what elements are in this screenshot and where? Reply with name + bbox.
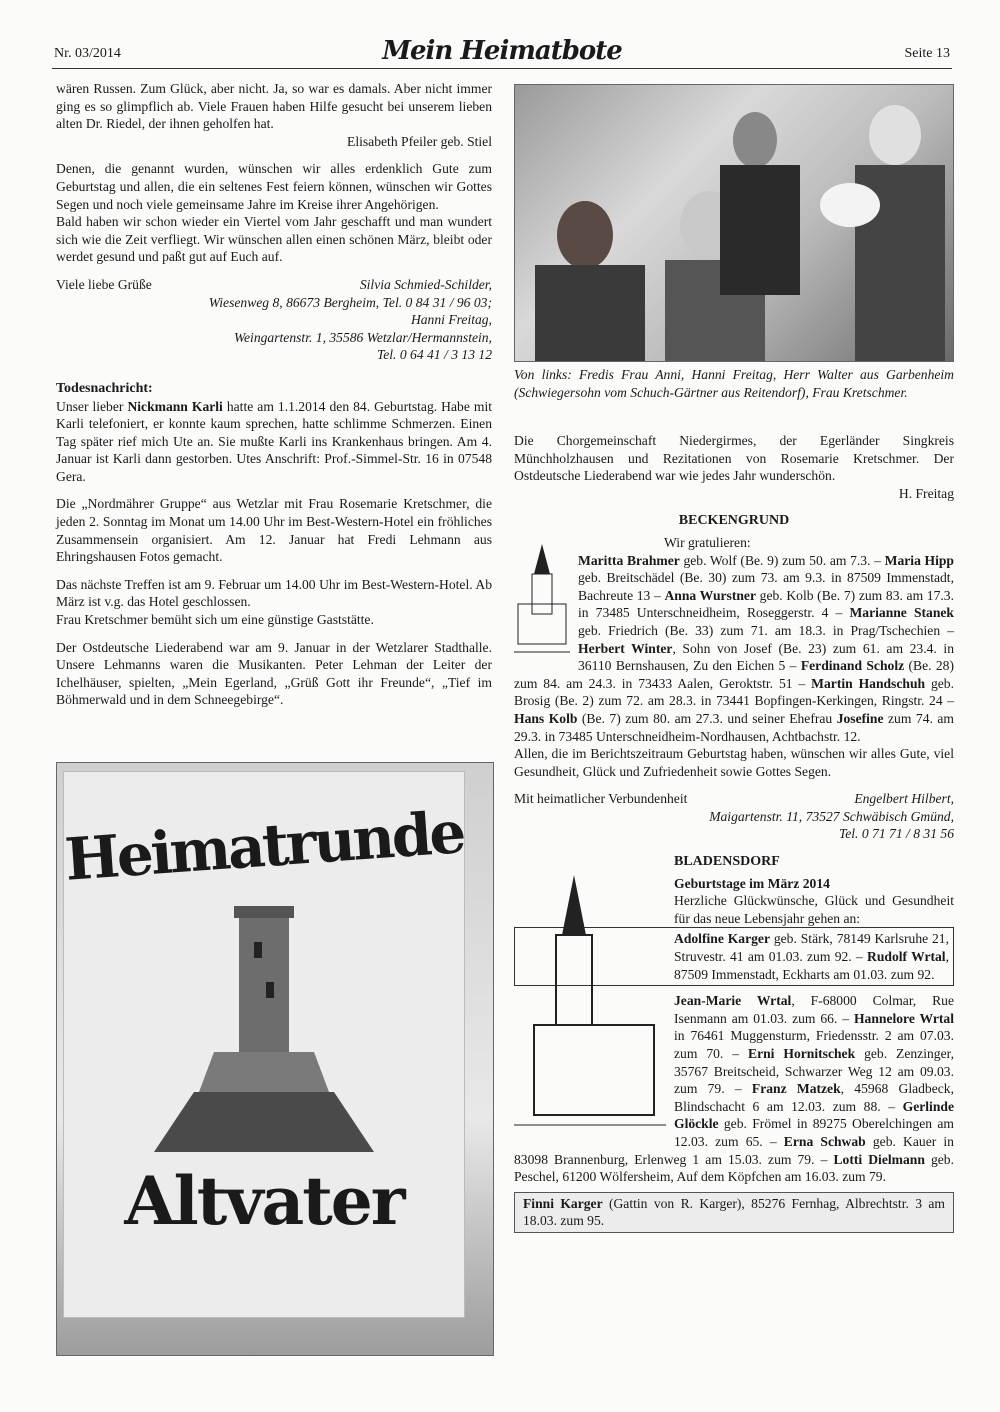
bladensdorf-subheading: Geburtstage im März 2014: [674, 875, 830, 891]
bladensdorf-list: Jean-Marie Wrtal, F-68000 Colmar, Rue Isenmann am 01.03. zum 66. – Hannelore Wrtal in 76461 Muggensturm, Friedensstr. 2 am 07.03. zum 70. – Erni Hornitschek geb. Zenzinger, 35767 Breitscheid, Schwarzer Weg 12 am 09.03. zum 79. – Franz Matzek, 45968 Gladbeck, Blindschacht 6 am 12.03. zum 88. – Gerlinde Glöckle geb. Frömel in 89275 Oberelchingen am 12.03. zum 65. – Erna Schwab geb. Kauer in 83098 Brannenburg, Erlenweg 1 am 15.03. zum 79. – Lotti Dielmann geb. Peschel, 61200 Wölfersheim, Auf dem Köpfchen am 16.03. zum 79.: [514, 993, 954, 1185]
letter-end: wären Russen. Zum Glück, aber nicht. Ja, so war es damals. Aber nicht immer ging es so glimpflich ab. Viele Frauen haben Hilfe gesucht bei unserem lieben alten Dr. Riedel, der ihnen geholfen hat. Elisabeth Pfeiler geb. Stiel: [56, 81, 492, 149]
photo-caption: Von links: Fredis Frau Anni, Hanni Freitag, Herr Walter aus Garbenheim (Schwiegersohn vom Schuch-Gärtner aus Reitendorf), Frau Kretschmer.: [514, 367, 954, 400]
signature-line: Viele liebe Grüße Silvia Schmied-Schilder,: [56, 276, 492, 292]
bladensdorf-heading: BLADENSDORF: [674, 854, 780, 870]
bladensdorf-church-icon: [514, 875, 666, 1135]
heimatrunde-photo: [56, 762, 494, 1356]
people-silhouettes: [515, 85, 953, 361]
liederabend-paragraph: Der Ostdeutsche Liederabend war am 9. Januar in der Wetzlarer Stadthalle. Unsere Lehmanns waren die Musikanten. Peter Lehman der Leiter der Ichelhäuser, spielten, „Mein Egerland, „Grüß Gott ihr Freunde“, „Tief im Böhmerwald und in dem Schneegebirge“.: [56, 639, 492, 708]
signature-tel-2: Tel. 0 64 41 / 3 13 12: [376, 347, 492, 363]
group-photo: [514, 84, 954, 362]
beckengrund-list: Maritta Brahmer geb. Wolf (Be. 9) zum 50. am 7.3. – Maria Hipp geb. Breitschädel (Be. 30) zum 73. am 9.3. in 87509 Immenstadt, Bachreute 13 – Anna Wurstner geb. Kolb (Be. 7) zum 83. am 17.3. in 73485 Unterschneidheim, Roseggerstr. 4 – Marianne Stanek geb. Friedrich (Be. 33) zum 71. am 18.3. in Prag/Tschechien – Herbert Winter, Sohn von Josef (Be. 23) zum 61. am 23.4. in 36110 Bernshausen, Zu den Eichen 5 – Ferdinand Scholz (Be. 28) zum 84. am 24.3. in 73433 Aalen, Geroktstr. 51 – Martin Handschuh geb. Brosig (Be. 2) zum 72. am 28.3. in 73441 Bopfingen-Kerkingen, Ringstr. 24 – Hans Kolb (Be. 7) zum 80. am 27.3. und seiner Ehefrau Josefine zum 74. am 29.3. in 73485 Unterschneidheim-Nordhausen, Achtbachstr. 12.: [514, 552, 954, 744]
right-column: [514, 432, 954, 1233]
group-paragraph: Die „Nordmährer Gruppe“ aus Wetzlar mit Frau Rosemarie Kretschmer, die jeden 2. Sonntag im Monat um 14.00 Uhr im Best-Western-Hotel ein fröhliches Zusammensein organisiert. Am 12. Januar hat Fredi Lehmann aus Ehringshausen Fotos gemacht.: [56, 496, 492, 565]
wishes-paragraph: Denen, die genannt wurden, wünschen wir alles erdenklich Gute zum Geburtstag und allen, die ein seltenes Fest feiern können, wünschen wir Gottes Segen und noch viele gemeinsame Jahre im Kreise ihrer Angehörigen. Bald haben wir schon wieder ein Viertel vom Jahr geschafft und man wundert sich wie die Zeit verfliegt. Wir wünschen allen einen schönen März, bleibt oder werdet gesund und paßt gut auf Euch auf.: [56, 161, 492, 265]
death-notice: Unser lieber Nickmann Karli hatte am 1.1.2014 den 84. Geburtstag. Habe mit Karli telefoniert, er konnte kaum sprechen, hatte schlimme Schmerzen. Einen Tag später rief mich Ute an. Sie mußte Karli ins Krankenhaus bringen. Am 4. Januar ist Karli dann gestorben. Utes Anschrift: Prof.-Simmel-Str. 16 in 07548 Gera.: [56, 398, 492, 484]
issue-number: Nr. 03/2014: [54, 46, 121, 61]
finni-box: Finni Karger (Gattin von R. Karger), 85276 Fernhag, Albrechtstr. 3 am 18.03. zum 95.: [514, 1192, 954, 1233]
church-drawing-icon: [514, 544, 570, 662]
poster: [63, 771, 465, 1318]
highlight-box: Adolfine Karger geb. Stärk, 78149 Karlsruhe 21, Struvestr. 41 am 01.03. zum 92. – Rudolf Wrtal, 87509 Immenstadt, Eckharts am 01.03. zum 92.: [514, 927, 954, 986]
poster-title: Heimatrunde: [62, 798, 466, 894]
tower-illustration: [154, 892, 374, 1152]
signature-address-1: Wiesenweg 8, 86673 Bergheim, Tel. 0 84 31 / 96 03;: [208, 294, 492, 310]
beckengrund-section: Wir gratulieren: Maritta Brahmer geb. Wolf (Be. 9) zum 50. am 7.3. – Maria Hipp geb. Breitschädel (Be. 30) zum 73. am 9.3. in 87509 Immenstadt, Bachreute 13 – Anna Wurstner geb. Kolb (Be. 7) zum 83. am 17.3. in 73485 Unterschneidheim, Roseggerstr. 4 – Marianne Stanek geb. Friedrich (Be. 33) zum 71. am 18.3. in Prag/Tschechien – Herbert Winter, Sohn von Josef (Be. 23) zum 61. am 23.4. in 36110 Bernshausen, Zu den Eichen 5 – Ferdinand Scholz (Be. 28) zum 84. am 24.3. in 73433 Aalen, Geroktstr. 51 – Martin Handschuh geb. Brosig (Be. 2) zum 72. am 28.3. in 73441 Bopfingen-Kerkingen, Ringstr. 24 – Hans Kolb (Be. 7) zum 80. am 27.3. und seiner Ehefrau Josefine zum 74. am 29.3. in 73485 Unterschneidheim-Nordhausen, Achtbachstr. 12. Allen, die im Berichtszeitraum Geburtstag haben, wünschen wir alles Gute, viel Gesundheit, Glück und Zufriedenheit sowie Gottes Segen. Mit heimatlicher Verbundenheit Engelbert Hilbert, Maigartenstr. 11, 73527 Schwäbisch Gmünd, Tel. 0 71 71 / 8 31 56: [514, 534, 954, 842]
signature-name-2: Hanni Freitag,: [410, 312, 492, 328]
bladensdorf-section: Geburtstage im März 2014 Herzliche Glückwünsche, Glück und Gesundheit für das neue Lebensjahr gehen an: Adolfine Karger geb. Stärk, 78149 Karlsruhe 21, Struvestr. 41 am 01.03. zum 92. – Rudolf Wrtal, 87509 Immenstadt, Eckharts am 01.03. zum 92. Jean-Marie Wrtal, F-68000 Colmar, Rue Isenmann am 01.03. zum 66. – Hannelore Wrtal in 76461 Muggensturm, Friedensstr. 2 am 07.03. zum 70. – Erni Hornitschek geb. Zenzinger, 35767 Breitscheid, Schwarzer Weg 12 am 09.03. zum 79. – Franz Matzek, 45968 Gladbeck, Blindschacht 6 am 12.03. zum 88. – Gerlinde Glöckle geb. Frömel in 89275 Oberelchingen am 12.03. zum 65. – Erna Schwab geb. Kauer in 83098 Brannenburg, Erlenweg 1 am 15.03. zum 79. – Lotti Dielmann geb. Peschel, 61200 Wölfersheim, Auf dem Köpfchen am 16.03. zum 79. Finni Karger (Gattin von R. Karger), 85276 Fernhag, Albrechtstr. 3 am 18.03. zum 95.: [514, 875, 954, 1233]
masthead-title: Mein Heimatbote: [382, 36, 622, 66]
signature-address-2: Weingartenstr. 1, 35586 Wetzlar/Hermannstein,: [233, 329, 492, 345]
poster-subtitle: Altvater: [124, 1162, 404, 1240]
page-number: Seite 13: [904, 46, 950, 61]
meeting-paragraph: Das nächste Treffen ist am 9. Februar um 14.00 Uhr im Best-Western-Hotel. Ab März ist v.g. das Hotel geschlossen. Frau Kretschmer bemüht sich um eine günstige Gaststätte.: [56, 576, 492, 628]
page-header: [52, 36, 952, 69]
beckengrund-heading: BECKENGRUND: [678, 513, 790, 529]
liederabend-continued: Die Chorgemeinschaft Niedergirmes, der Egerländer Singkreis Münchholzhausen und Rezitationen von Rosemarie Kretschmer. Der Ostdeutsche Liederabend war wie jedes Jahr wunderschön. H. Freitag: [514, 433, 954, 501]
left-column: [56, 80, 492, 719]
death-notice-heading: Todesnachricht:: [56, 380, 153, 396]
letter-signature: Elisabeth Pfeiler geb. Stiel: [347, 133, 492, 149]
